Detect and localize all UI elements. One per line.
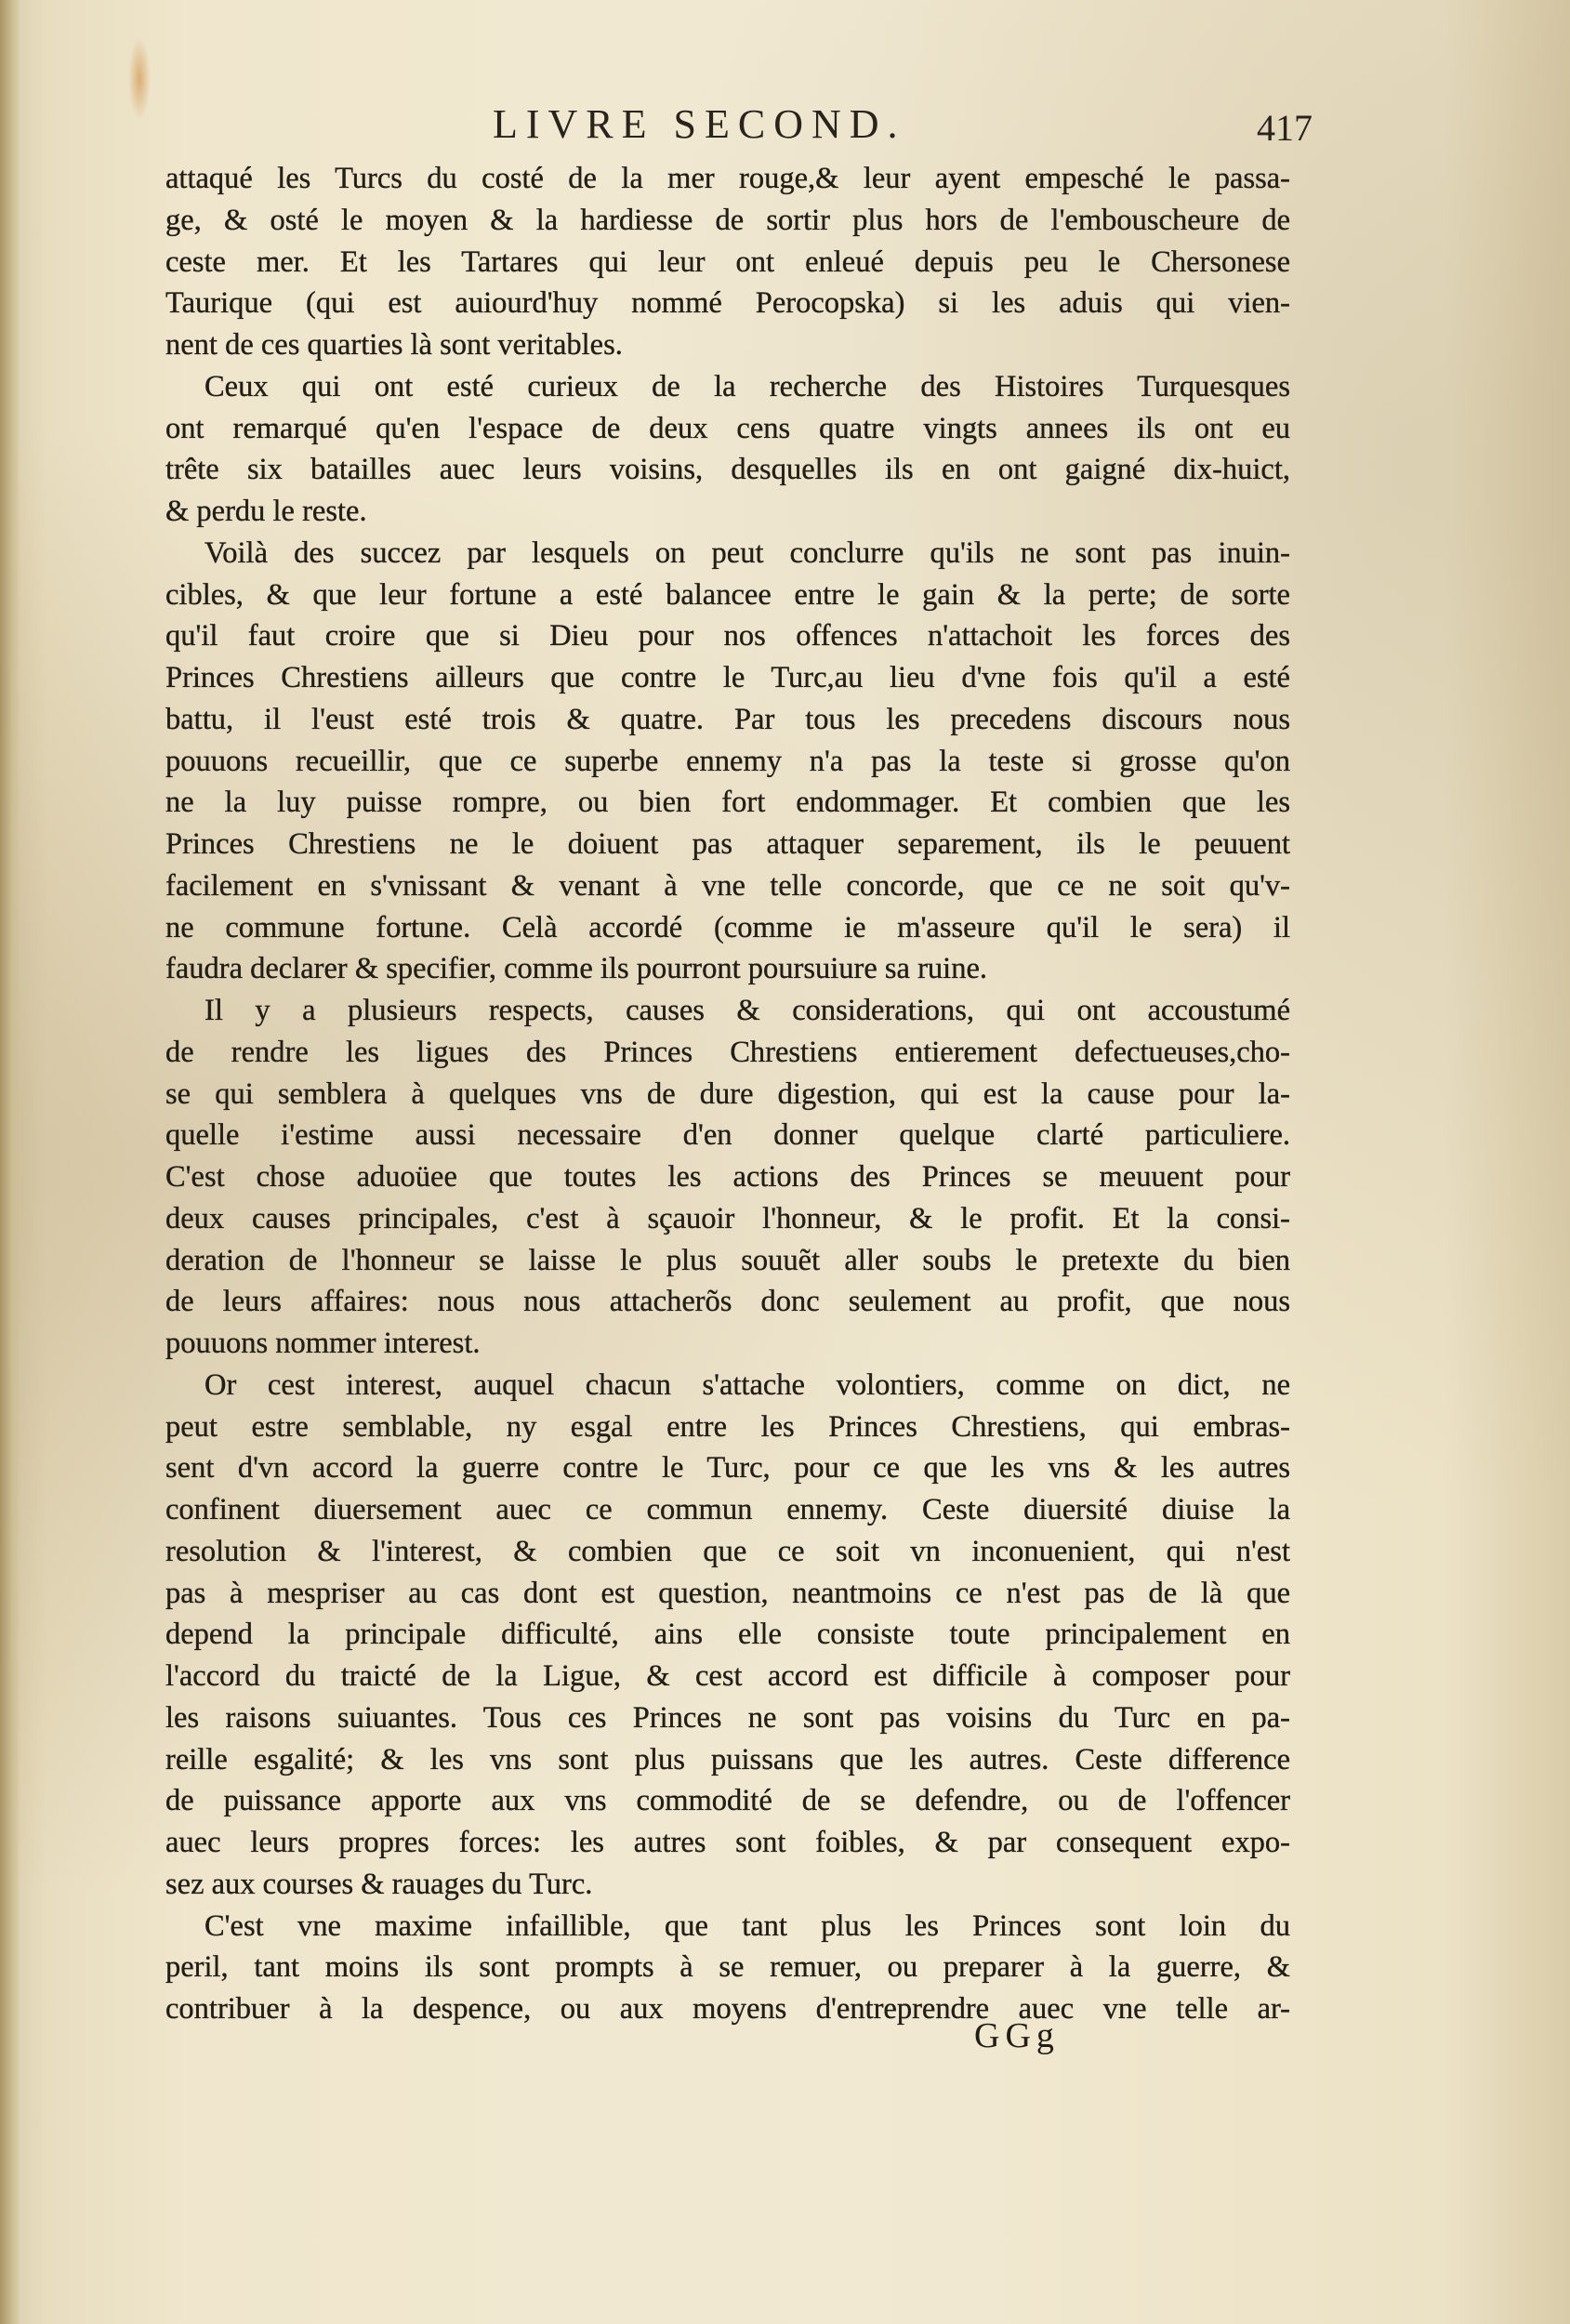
text-line: cibles, & que leur fortune a esté balancee entre le gain & la perte; de sorte (165, 577, 1290, 612)
text-line: trête six batailles auec leurs voisins, desquelles ils en ont gaigné dix-huict, (165, 453, 1290, 487)
text-line: ne commune fortune. Celà accordé (comme ie m'asseure qu'il le sera) il (165, 910, 1290, 944)
text-line: facilement en s'vnissant & venant à vne telle concorde, que ce ne soit qu'v- (165, 868, 1290, 903)
text-line: resolution & l'interest, & combien que ce soit vn inconuenient, qui n'est (165, 1534, 1290, 1568)
text-line: sez aux courses & rauages du Turc. (165, 1867, 593, 1901)
text-line: Ceux qui ont esté curieux de la recherche des Histoires Turquesques (204, 369, 1290, 403)
text-line: C'est chose aduoüee que toutes les actions des Princes se meuuent pour (165, 1160, 1290, 1194)
text-line: ont remarqué qu'en l'espace de deux cens quatre vingts annees ils ont eu (165, 411, 1290, 445)
text-line: deux causes principales, c'est à sçauoir l'honneur, & le profit. Et la consi- (165, 1201, 1290, 1235)
text-line: sent d'vn accord la guerre contre le Turc, pour ce que les vns & les autres (165, 1451, 1290, 1486)
text-line: ge, & osté le moyen & la hardiesse de sortir plus hors de l'embouscheure de (165, 203, 1290, 237)
text-line: Il y a plusieurs respects, causes & considerations, qui ont accoustumé (204, 994, 1290, 1027)
text-line: attaqué les Turcs du costé de la mer rouge,& leur ayent empesché le passa- (165, 162, 1290, 195)
text-line: contribuer à la despence, ou aux moyens d'entreprendre auec vne telle ar- (165, 1992, 1290, 2026)
text-line: qu'il faut croire que si Dieu pour nos offences n'attachoit les forces des (165, 619, 1290, 654)
text-line: quelle i'estime aussi necessaire d'en donner quelque clarté particuliere. (165, 1118, 1290, 1153)
text-line: confinent diuersement auec ce commun ennemy. Ceste diuersité diuise la (165, 1493, 1290, 1526)
text-line: depend la principale difficulté, ains elle consiste toute principalement en (165, 1618, 1290, 1652)
text-line: auec leurs propres forces: les autres sont foibles, & par consequent expo- (165, 1826, 1290, 1859)
ink-stain (128, 37, 151, 121)
body-text (165, 158, 1290, 2030)
text-line: pas à mespriser au cas dont est question, neantmoins ce n'est pas de là que (165, 1576, 1290, 1610)
page-number: 417 (1257, 107, 1313, 149)
text-line: de rendre les ligues des Princes Chrestiens entierement defectueuses,cho- (165, 1035, 1290, 1069)
text-line: les raisons suiuantes. Tous ces Princes ne sont pas voisins du Turc en pa- (165, 1700, 1290, 1735)
text-line: se qui semblera à quelques vns de dure digestion, qui est la cause pour la- (165, 1076, 1290, 1111)
text-line: Taurique (qui est auiourd'huy nommé Perocopska) si les aduis qui vien- (165, 286, 1290, 321)
text-line: l'accord du traicté de la Ligue, & cest accord est difficile à composer pour (165, 1659, 1290, 1693)
text-line: faudra declarer & specifier, comme ils pourront poursuiure sa ruine. (165, 952, 987, 986)
text-line: ne la luy puisse rompre, ou bien fort endommager. Et combien que les (165, 786, 1290, 820)
text-line: Voilà des succez par lesquels on peut conclurre qu'ils ne sont pas inuin- (204, 535, 1290, 570)
text-line: de puissance apporte aux vns commodité de se defendre, ou de l'offencer (165, 1784, 1290, 1818)
text-line: pouuons recueillir, que ce superbe ennemy n'a pas la teste si grosse qu'on (165, 744, 1290, 778)
text-line: pouuons nommer interest. (165, 1327, 481, 1360)
text-line: Or cest interest, auquel chacun s'attache volontiers, comme on dict, ne (204, 1367, 1290, 1402)
text-line: deration de l'honneur se laisse le plus souuẽt aller soubs le pretexte du bien (165, 1243, 1290, 1277)
text-line: de leurs affaires: nous nous attacherõs donc seulement au profit, que nous (165, 1285, 1290, 1319)
signature-mark: GGg (974, 2016, 1060, 2055)
text-line: Princes Chrestiens ailleurs que contre le Turc,au lieu d'vne fois qu'il a esté (165, 661, 1290, 694)
text-line: peut estre semblable, ny esgal entre les Princes Chrestiens, qui embras- (165, 1409, 1290, 1444)
text-line: nent de ces quarties là sont veritables. (165, 328, 623, 362)
text-line: Princes Chrestiens ne le doiuent pas attaquer separement, ils le peuuent (165, 827, 1290, 861)
text-line: reille esgalité; & les vns sont plus puissans que les autres. Ceste difference (165, 1742, 1290, 1776)
text-line: C'est vne maxime infaillible, que tant plus les Princes sont loin du (204, 1908, 1290, 1943)
text-line: ceste mer. Et les Tartares qui leur ont enleué depuis peu le Chersonese (165, 244, 1290, 279)
text-line: & perdu le reste. (165, 495, 367, 528)
running-title: LIVRE SECOND. (493, 101, 906, 147)
page-header (158, 100, 1313, 156)
text-line: peril, tant moins ils sont prompts à se remuer, ou preparer à la guerre, & (165, 1950, 1290, 1985)
text-line: battu, il l'eust esté trois & quatre. Par tous les precedens discours nous (165, 702, 1290, 736)
page-edge-shadow (0, 0, 20, 2324)
